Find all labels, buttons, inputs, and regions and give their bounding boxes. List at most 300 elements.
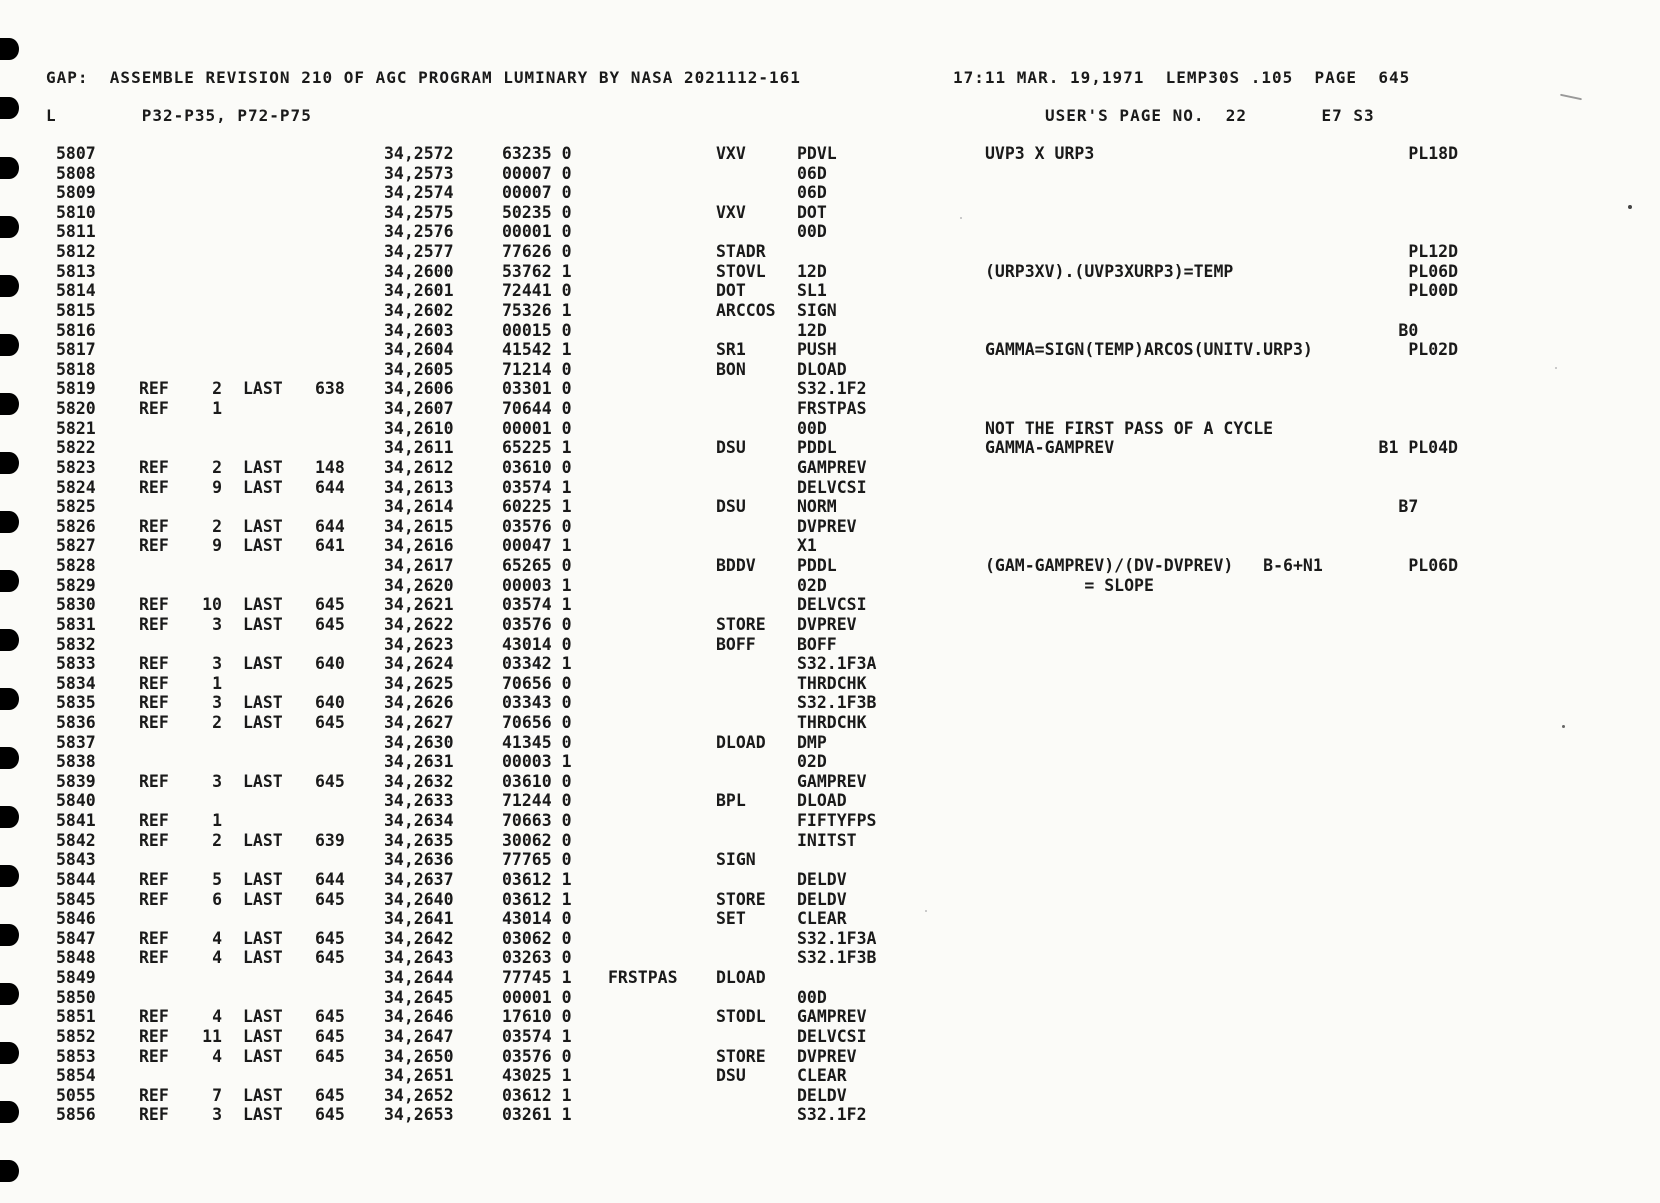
ref-count: 3 xyxy=(212,1105,222,1125)
seq-number: 5835 xyxy=(56,693,96,713)
address: 34,2576 xyxy=(384,222,454,242)
address: 34,2650 xyxy=(384,1046,454,1066)
last-flag: LAST xyxy=(243,1085,283,1105)
feed-hole xyxy=(0,38,19,60)
listing-row xyxy=(0,536,1560,556)
header-program-line: GAP: ASSEMBLE REVISION 210 OF AGC PROGRAM LUMINARY BY NASA 2021112-161 xyxy=(46,68,801,87)
last-flag: LAST xyxy=(243,830,283,850)
ref-count: 3 xyxy=(212,614,222,634)
pushlist-tag: PL06D xyxy=(1408,261,1458,281)
last-page: 645 xyxy=(315,595,345,615)
address: 34,2614 xyxy=(384,497,454,517)
operand: S32.1F3B xyxy=(797,948,877,968)
octal-word: 03610 0 xyxy=(502,457,572,477)
address: 34,2623 xyxy=(384,634,454,654)
opcode: BOFF xyxy=(716,634,756,654)
operand: X1 xyxy=(797,536,817,556)
operand: DELDV xyxy=(797,889,847,909)
last-flag: LAST xyxy=(243,1105,283,1125)
feed-hole xyxy=(0,97,19,119)
octal-word: 75326 1 xyxy=(502,300,572,320)
last-page: 641 xyxy=(315,536,345,556)
seq-number: 5827 xyxy=(56,536,96,556)
last-flag: LAST xyxy=(243,536,283,556)
pushlist-tag: B0 xyxy=(1398,320,1458,340)
seq-number: 5848 xyxy=(56,948,96,968)
ref-count: 4 xyxy=(212,1007,222,1027)
octal-word: 60225 1 xyxy=(502,497,572,517)
last-flag: LAST xyxy=(243,516,283,536)
operand: THRDCHK xyxy=(797,712,867,732)
operand: PDVL xyxy=(797,144,837,163)
operand: 02D xyxy=(797,752,827,772)
ref-flag: REF xyxy=(139,1046,169,1066)
seq-number: 5817 xyxy=(56,340,96,360)
last-page: 645 xyxy=(315,614,345,634)
seq-number: 5851 xyxy=(56,1007,96,1027)
ref-flag: REF xyxy=(139,1105,169,1125)
address: 34,2617 xyxy=(384,556,454,576)
opcode: BON xyxy=(716,359,746,379)
octal-word: 65265 0 xyxy=(502,556,572,576)
octal-word: 03342 1 xyxy=(502,654,572,674)
octal-word: 72441 0 xyxy=(502,281,572,301)
last-page: 644 xyxy=(315,516,345,536)
listing-row xyxy=(0,242,1560,262)
address: 34,2641 xyxy=(384,909,454,929)
address: 34,2636 xyxy=(384,850,454,870)
octal-word: 03062 0 xyxy=(502,928,572,948)
operand: DVPREV xyxy=(797,614,857,634)
operand: 02D xyxy=(797,575,827,595)
listing-row xyxy=(0,850,1560,870)
listing-row xyxy=(0,399,1560,419)
operand: PDDL xyxy=(797,556,837,576)
seq-number: 5852 xyxy=(56,1026,96,1046)
seq-number: 5843 xyxy=(56,850,96,870)
ref-count: 3 xyxy=(212,771,222,791)
last-flag: LAST xyxy=(243,712,283,732)
octal-word: 03612 1 xyxy=(502,1085,572,1105)
address: 34,2640 xyxy=(384,889,454,909)
ref-flag: REF xyxy=(139,457,169,477)
last-page: 645 xyxy=(315,1007,345,1027)
last-page: 645 xyxy=(315,948,345,968)
ref-count: 11 xyxy=(202,1026,222,1046)
seq-number: 5850 xyxy=(56,987,96,1007)
opcode: DLOAD xyxy=(716,968,766,988)
octal-word: 53762 1 xyxy=(502,261,572,281)
opcode: STODL xyxy=(716,1007,766,1027)
octal-word: 65225 1 xyxy=(502,438,572,458)
operand: S32.1F3B xyxy=(797,693,877,713)
pushlist-tag: PL02D xyxy=(1408,340,1458,360)
ref-flag: REF xyxy=(139,830,169,850)
comment: GAMMA-GAMPREV xyxy=(985,438,1115,458)
seq-number: 5840 xyxy=(56,791,96,811)
seq-number: 5849 xyxy=(56,968,96,988)
listing-row xyxy=(0,713,1560,733)
seq-number: 5844 xyxy=(56,869,96,889)
comment: UVP3 X URP3 xyxy=(985,144,1095,163)
address: 34,2605 xyxy=(384,359,454,379)
octal-word: 41345 0 xyxy=(502,732,572,752)
seq-number: 5823 xyxy=(56,457,96,477)
last-flag: LAST xyxy=(243,654,283,674)
operand: 06D xyxy=(797,163,827,183)
address: 34,2603 xyxy=(384,320,454,340)
seq-number: 5841 xyxy=(56,811,96,831)
listing-row xyxy=(0,222,1560,242)
octal-word: 00001 0 xyxy=(502,222,572,242)
opcode: SET xyxy=(716,909,746,929)
address: 34,2573 xyxy=(384,163,454,183)
opcode: DLOAD xyxy=(716,732,766,752)
listing-row xyxy=(0,438,1560,458)
last-flag: LAST xyxy=(243,1046,283,1066)
listing-row xyxy=(0,595,1560,615)
operand: 00D xyxy=(797,418,827,438)
address: 34,2643 xyxy=(384,948,454,968)
operand: DMP xyxy=(797,732,827,752)
address: 34,2611 xyxy=(384,438,454,458)
octal-word: 70656 0 xyxy=(502,673,572,693)
listing-row xyxy=(0,1047,1560,1067)
address: 34,2613 xyxy=(384,477,454,497)
ref-flag: REF xyxy=(139,673,169,693)
operand: 00D xyxy=(797,222,827,242)
octal-word: 00003 1 xyxy=(502,575,572,595)
last-page: 148 xyxy=(315,457,345,477)
octal-word: 77745 1 xyxy=(502,968,572,988)
seq-number: 5854 xyxy=(56,1066,96,1086)
listing-row xyxy=(0,870,1560,890)
ref-count: 4 xyxy=(212,1046,222,1066)
seq-number: 5832 xyxy=(56,634,96,654)
octal-word: 03574 1 xyxy=(502,477,572,497)
listing-row xyxy=(0,379,1560,399)
seq-number: 5833 xyxy=(56,654,96,674)
seq-number: 5828 xyxy=(56,556,96,576)
ref-flag: REF xyxy=(139,889,169,909)
operand: S32.1F2 xyxy=(797,1105,867,1125)
seq-number: 5809 xyxy=(56,183,96,203)
seq-number: 5816 xyxy=(56,320,96,340)
ref-flag: REF xyxy=(139,693,169,713)
octal-word: 17610 0 xyxy=(502,1007,572,1027)
address: 34,2612 xyxy=(384,457,454,477)
listing-row xyxy=(0,615,1560,635)
octal-word: 70656 0 xyxy=(502,712,572,732)
listing-row xyxy=(0,262,1560,282)
octal-word: 03576 0 xyxy=(502,1046,572,1066)
address: 34,2615 xyxy=(384,516,454,536)
opcode: DSU xyxy=(716,497,746,517)
octal-word: 00047 1 xyxy=(502,536,572,556)
address: 34,2647 xyxy=(384,1026,454,1046)
ref-count: 1 xyxy=(212,673,222,693)
address: 34,2652 xyxy=(384,1085,454,1105)
listing-row xyxy=(0,811,1560,831)
address: 34,2633 xyxy=(384,791,454,811)
operand: 12D xyxy=(797,261,827,281)
last-flag: LAST xyxy=(243,889,283,909)
ref-flag: REF xyxy=(139,595,169,615)
seq-number: 5830 xyxy=(56,595,96,615)
operand: PDDL xyxy=(797,438,837,458)
octal-word: 03261 1 xyxy=(502,1105,572,1125)
last-page: 645 xyxy=(315,771,345,791)
header-users-page: USER'S PAGE NO. 22 E7 S3 xyxy=(1045,106,1375,125)
comment: NOT THE FIRST PASS OF A CYCLE xyxy=(985,418,1274,438)
octal-word: 03574 1 xyxy=(502,595,572,615)
label: FRSTPAS xyxy=(608,968,678,988)
ref-flag: REF xyxy=(139,1085,169,1105)
address: 34,2621 xyxy=(384,595,454,615)
address: 34,2601 xyxy=(384,281,454,301)
listing-row xyxy=(0,144,1560,164)
operand: THRDCHK xyxy=(797,673,867,693)
octal-word: 03574 1 xyxy=(502,1026,572,1046)
ref-flag: REF xyxy=(139,614,169,634)
listing-row xyxy=(0,772,1560,792)
octal-word: 00001 0 xyxy=(502,987,572,1007)
ref-count: 9 xyxy=(212,477,222,497)
seq-number: 5842 xyxy=(56,830,96,850)
listing-row xyxy=(0,1105,1560,1125)
seq-number: 5814 xyxy=(56,281,96,301)
last-flag: LAST xyxy=(243,457,283,477)
operand: 00D xyxy=(797,987,827,1007)
address: 34,2630 xyxy=(384,732,454,752)
comment: = SLOPE xyxy=(985,575,1154,595)
address: 34,2637 xyxy=(384,869,454,889)
opcode: STADR xyxy=(716,242,766,262)
operand: SL1 xyxy=(797,281,827,301)
last-flag: LAST xyxy=(243,771,283,791)
opcode: STORE xyxy=(716,614,766,634)
address: 34,2646 xyxy=(384,1007,454,1027)
seq-number: 5821 xyxy=(56,418,96,438)
operand: CLEAR xyxy=(797,909,847,929)
octal-word: 00007 0 xyxy=(502,183,572,203)
address: 34,2631 xyxy=(384,752,454,772)
listing-row xyxy=(0,791,1560,811)
seq-number: 5846 xyxy=(56,909,96,929)
address: 34,2616 xyxy=(384,536,454,556)
listing-row xyxy=(0,419,1560,439)
ref-flag: REF xyxy=(139,811,169,831)
address: 34,2600 xyxy=(384,261,454,281)
octal-word: 50235 0 xyxy=(502,202,572,222)
operand: DOT xyxy=(797,202,827,222)
opcode: SR1 xyxy=(716,340,746,360)
listing-row xyxy=(0,674,1560,694)
seq-number: 5808 xyxy=(56,163,96,183)
operand: S32.1F3A xyxy=(797,654,877,674)
listing-row xyxy=(0,458,1560,478)
seq-number: 5822 xyxy=(56,438,96,458)
ref-flag: REF xyxy=(139,771,169,791)
last-page: 644 xyxy=(315,477,345,497)
opcode: DSU xyxy=(716,1066,746,1086)
last-flag: LAST xyxy=(243,614,283,634)
seq-number: 5820 xyxy=(56,399,96,419)
listing-row xyxy=(0,164,1560,184)
listing-row xyxy=(0,340,1560,360)
seq-number: 5838 xyxy=(56,752,96,772)
pushlist-tag: B7 xyxy=(1398,497,1458,517)
ref-count: 4 xyxy=(212,928,222,948)
seq-number: 5055 xyxy=(56,1085,96,1105)
octal-word: 77626 0 xyxy=(502,242,572,262)
opcode: DOT xyxy=(716,281,746,301)
operand: CLEAR xyxy=(797,1066,847,1086)
opcode: DSU xyxy=(716,438,746,458)
ref-flag: REF xyxy=(139,379,169,399)
ref-flag: REF xyxy=(139,654,169,674)
seq-number: 5811 xyxy=(56,222,96,242)
listing-row xyxy=(0,301,1560,321)
last-page: 645 xyxy=(315,1085,345,1105)
ref-count: 2 xyxy=(212,457,222,477)
comment: GAMMA=SIGN(TEMP)ARCOS(UNITV.URP3) xyxy=(985,340,1313,360)
ref-flag: REF xyxy=(139,869,169,889)
seq-number: 5829 xyxy=(56,575,96,595)
operand: S32.1F2 xyxy=(797,379,867,399)
octal-word: 03610 0 xyxy=(502,771,572,791)
opcode: VXV xyxy=(716,202,746,222)
ref-flag: REF xyxy=(139,536,169,556)
operand: DVPREV xyxy=(797,1046,857,1066)
operand: GAMPREV xyxy=(797,1007,867,1027)
last-page: 645 xyxy=(315,1026,345,1046)
opcode: STOVL xyxy=(716,261,766,281)
listing-row xyxy=(0,929,1560,949)
operand: DELVCSI xyxy=(797,1026,867,1046)
opcode: STORE xyxy=(716,1046,766,1066)
seq-number: 5813 xyxy=(56,261,96,281)
paper-speck xyxy=(1560,94,1582,101)
last-flag: LAST xyxy=(243,928,283,948)
listing-row xyxy=(0,281,1560,301)
opcode: SIGN xyxy=(716,850,756,870)
octal-word: 63235 0 xyxy=(502,144,572,163)
address: 34,2606 xyxy=(384,379,454,399)
octal-word: 43014 0 xyxy=(502,909,572,929)
operand: DELDV xyxy=(797,869,847,889)
ref-count: 2 xyxy=(212,516,222,536)
address: 34,2602 xyxy=(384,300,454,320)
seq-number: 5807 xyxy=(56,144,96,163)
last-page: 645 xyxy=(315,928,345,948)
operand: DLOAD xyxy=(797,359,847,379)
octal-word: 43025 1 xyxy=(502,1066,572,1086)
octal-word: 00001 0 xyxy=(502,418,572,438)
address: 34,2635 xyxy=(384,830,454,850)
seq-number: 5839 xyxy=(56,771,96,791)
address: 34,2572 xyxy=(384,144,454,163)
header-date-page: 17:11 MAR. 19,1971 LEMP30S .105 PAGE 645 xyxy=(953,68,1411,87)
opcode: BDDV xyxy=(716,556,756,576)
listing-row xyxy=(0,556,1560,576)
listing-row xyxy=(0,948,1560,968)
ref-count: 1 xyxy=(212,811,222,831)
listing-row xyxy=(0,693,1560,713)
octal-word: 00015 0 xyxy=(502,320,572,340)
address: 34,2604 xyxy=(384,340,454,360)
listing-row xyxy=(0,988,1560,1008)
ref-count: 7 xyxy=(212,1085,222,1105)
octal-word: 70663 0 xyxy=(502,811,572,831)
operand: DELVCSI xyxy=(797,595,867,615)
listing-row xyxy=(0,497,1560,517)
address: 34,2642 xyxy=(384,928,454,948)
address: 34,2577 xyxy=(384,242,454,262)
last-page: 644 xyxy=(315,869,345,889)
address: 34,2610 xyxy=(384,418,454,438)
listing-row xyxy=(0,654,1560,674)
last-flag: LAST xyxy=(243,1007,283,1027)
octal-word: 03263 0 xyxy=(502,948,572,968)
opcode: VXV xyxy=(716,144,746,163)
seq-number: 5818 xyxy=(56,359,96,379)
operand: PUSH xyxy=(797,340,837,360)
ref-count: 10 xyxy=(202,595,222,615)
operand: GAMPREV xyxy=(797,771,867,791)
paper-speck xyxy=(1628,205,1632,209)
address: 34,2575 xyxy=(384,202,454,222)
feed-hole xyxy=(0,1160,19,1182)
ref-count: 5 xyxy=(212,869,222,889)
operand: DELDV xyxy=(797,1085,847,1105)
ref-flag: REF xyxy=(139,516,169,536)
address: 34,2624 xyxy=(384,654,454,674)
pushlist-tag: PL18D xyxy=(1408,144,1458,163)
seq-number: 5847 xyxy=(56,928,96,948)
operand: DELVCSI xyxy=(797,477,867,497)
listing-row xyxy=(0,517,1560,537)
seq-number: 5819 xyxy=(56,379,96,399)
pushlist-tag: PL06D xyxy=(1408,556,1458,576)
address: 34,2626 xyxy=(384,693,454,713)
octal-word: 70644 0 xyxy=(502,399,572,419)
paper-speck xyxy=(1562,725,1565,728)
address: 34,2607 xyxy=(384,399,454,419)
ref-flag: REF xyxy=(139,928,169,948)
listing-row xyxy=(0,752,1560,772)
listing-row xyxy=(0,203,1560,223)
address: 34,2625 xyxy=(384,673,454,693)
listing-row xyxy=(0,478,1560,498)
listing-row xyxy=(0,909,1560,929)
listing-row xyxy=(0,1066,1560,1086)
listing-row xyxy=(0,831,1560,851)
last-page: 645 xyxy=(315,1105,345,1125)
address: 34,2627 xyxy=(384,712,454,732)
last-page: 645 xyxy=(315,712,345,732)
seq-number: 5815 xyxy=(56,300,96,320)
operand: SIGN xyxy=(797,300,837,320)
octal-word: 41542 1 xyxy=(502,340,572,360)
listing-row xyxy=(0,968,1560,988)
octal-word: 77765 0 xyxy=(502,850,572,870)
ref-count: 9 xyxy=(212,536,222,556)
octal-word: 71244 0 xyxy=(502,791,572,811)
last-page: 640 xyxy=(315,654,345,674)
seq-number: 5836 xyxy=(56,712,96,732)
ref-count: 1 xyxy=(212,399,222,419)
